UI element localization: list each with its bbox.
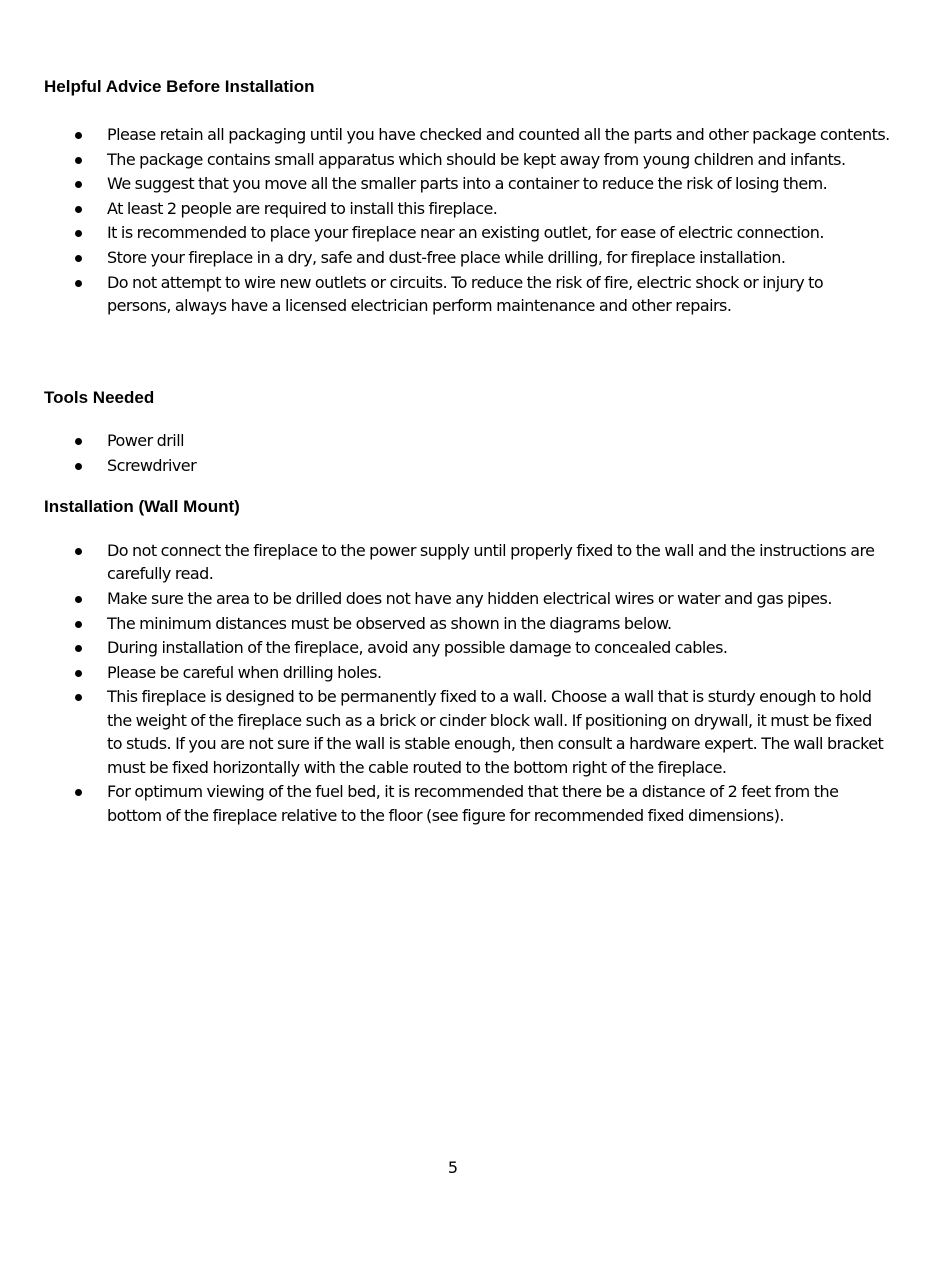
- bullet-icon: [75, 230, 82, 237]
- list-item: [0, 172, 950, 195]
- bullet-icon: [75, 157, 82, 164]
- list-item: [0, 221, 950, 244]
- list-item-text: For optimum viewing of the fuel bed, it is recommended that there be a distance of 2 feet from the bottom of the fireplace relative to the floor (see figure for recommended fixed dimensions).: [107, 782, 839, 825]
- list-item-text: It is recommended to place your fireplace near an existing outlet, for ease of electric connection.: [107, 223, 824, 243]
- list-item-text: Store your fireplace in a dry, safe and dust-free place while drilling, for fireplace installation.: [107, 247, 786, 267]
- list-item: [0, 685, 950, 779]
- bullet-icon: [75, 621, 82, 628]
- bullet-icon: [75, 132, 82, 139]
- bullet-icon: [75, 463, 82, 470]
- list-item: [0, 661, 950, 684]
- list-item-text: The package contains small apparatus which should be kept away from young children and infants.: [107, 149, 846, 169]
- list-item: [0, 123, 950, 146]
- list-item-text: Screwdriver: [107, 455, 197, 475]
- list-item-text: The minimum distances must be observed as shown in the diagrams below.: [107, 613, 672, 633]
- list-item-text: This fireplace is designed to be permanently fixed to a wall. Choose a wall that is sturdy enough to hold the weight of the fireplace such as a brick or cinder block wall. If positioning on drywall, it must be fixed to studs. If you are not sure if the wall is stable enough, then consult a hardware expert. The wall bracket must be fixed horizontally with the cable routed to the bottom right of the fireplace.: [107, 687, 884, 777]
- bullet-icon: [75, 670, 82, 677]
- heading-tools-needed: Tools Needed: [44, 388, 155, 407]
- list-item: [0, 780, 950, 827]
- list-item-text: Do not attempt to wire new outlets or circuits. To reduce the risk of fire, electric shock or injury to persons, always have a licensed electrician perform maintenance and other repairs.: [107, 272, 824, 315]
- list-item-text: Please retain all packaging until you have checked and counted all the parts and other package contents.: [107, 125, 890, 144]
- list-item-text: Do not connect the fireplace to the power supply until properly fixed to the wall and the instructions are carefully read.: [107, 541, 875, 584]
- list-item-text: Please be careful when drilling holes.: [107, 662, 382, 682]
- helpful-advice-list: [0, 123, 950, 319]
- list-item: [0, 246, 950, 269]
- bullet-icon: [75, 789, 82, 796]
- bullet-icon: [75, 645, 82, 652]
- list-item-text: At least 2 people are required to install this fireplace.: [107, 198, 498, 218]
- heading-installation-wall-mount: Installation (Wall Mount): [44, 497, 240, 516]
- list-item: [0, 587, 950, 610]
- bullet-icon: [75, 548, 82, 555]
- bullet-icon: [75, 181, 82, 188]
- list-item: [0, 197, 950, 220]
- bullet-icon: [75, 280, 82, 287]
- bullet-icon: [75, 438, 82, 445]
- list-item-text: During installation of the fireplace, avoid any possible damage to concealed cables.: [107, 638, 728, 658]
- bullet-icon: [75, 596, 82, 603]
- bullet-icon: [75, 694, 82, 701]
- list-item-text: Power drill: [107, 431, 184, 450]
- list-item: [0, 271, 950, 318]
- installation-list: [0, 539, 950, 828]
- list-item-text: Make sure the area to be drilled does not have any hidden electrical wires or water and gas pipes.: [107, 589, 832, 608]
- tools-needed-list: [0, 429, 950, 478]
- list-item-text: We suggest that you move all the smaller parts into a container to reduce the risk of losing them.: [107, 174, 828, 194]
- bullet-icon: [75, 206, 82, 213]
- list-item: [0, 454, 950, 477]
- heading-helpful-advice: Helpful Advice Before Installation: [44, 77, 315, 96]
- list-item: [0, 148, 950, 171]
- list-item: [0, 612, 950, 635]
- page-number: 5: [447, 1158, 459, 1177]
- list-item: [0, 636, 950, 659]
- list-item: [0, 539, 950, 586]
- bullet-icon: [75, 255, 82, 262]
- list-item: [0, 429, 950, 452]
